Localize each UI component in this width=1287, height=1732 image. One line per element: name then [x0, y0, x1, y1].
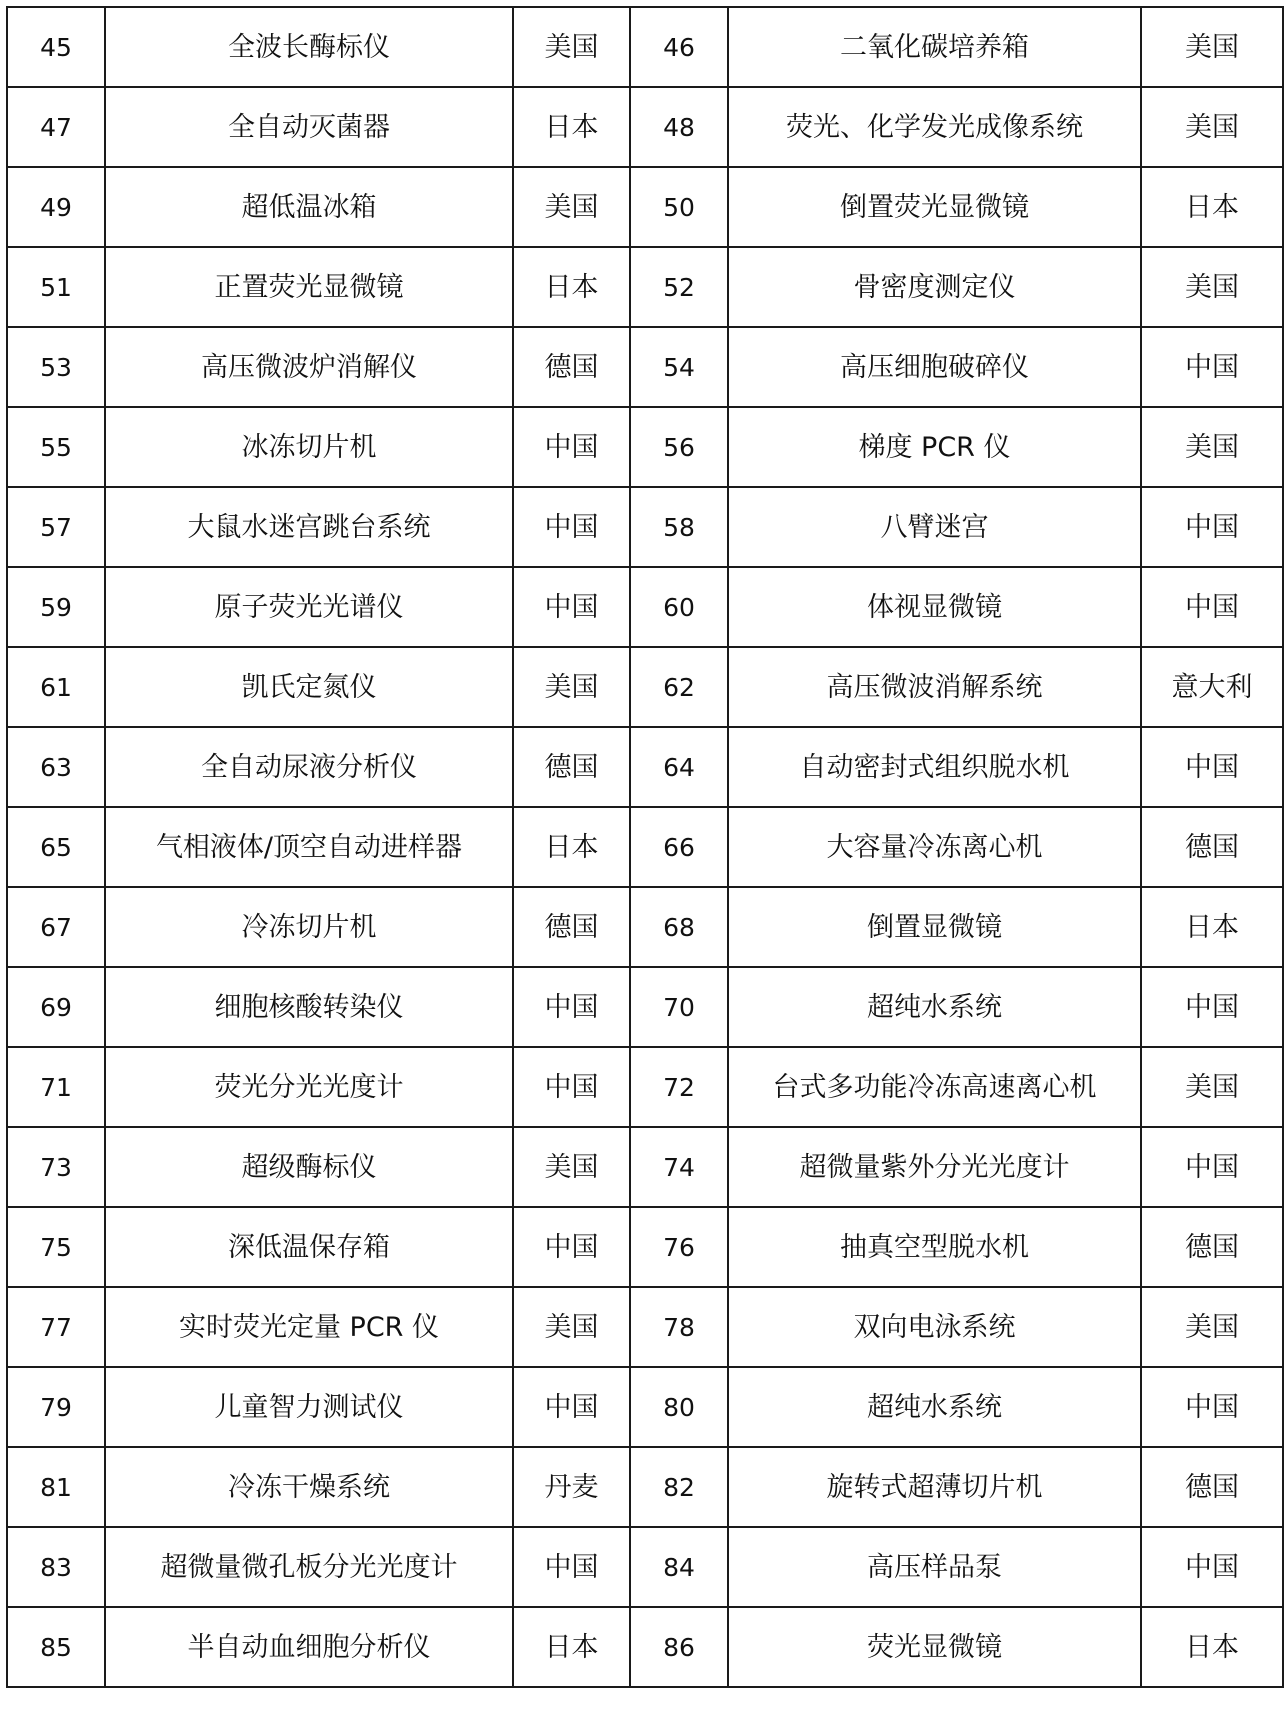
equipment-name-right: 荧光显微镜	[728, 1607, 1141, 1687]
equipment-name-left: 细胞核酸转染仪	[105, 967, 513, 1047]
item-number-right: 84	[630, 1527, 728, 1607]
item-number-left: 61	[7, 647, 105, 727]
equipment-name-right: 倒置显微镜	[728, 887, 1141, 967]
origin-country-left: 中国	[513, 1527, 630, 1607]
origin-country-right: 中国	[1141, 727, 1283, 807]
item-number-left: 79	[7, 1367, 105, 1447]
item-number-left: 49	[7, 167, 105, 247]
origin-country-right: 德国	[1141, 1447, 1283, 1527]
equipment-name-left: 正置荧光显微镜	[105, 247, 513, 327]
equipment-name-right: 旋转式超薄切片机	[728, 1447, 1141, 1527]
origin-country-left: 美国	[513, 647, 630, 727]
item-number-left: 51	[7, 247, 105, 327]
origin-country-right: 日本	[1141, 887, 1283, 967]
item-number-right: 64	[630, 727, 728, 807]
item-number-right: 80	[630, 1367, 728, 1447]
equipment-name-left: 冷冻切片机	[105, 887, 513, 967]
item-number-left: 85	[7, 1607, 105, 1687]
origin-country-right: 中国	[1141, 567, 1283, 647]
item-number-right: 48	[630, 87, 728, 167]
table-row	[7, 1527, 1283, 1607]
table-row	[7, 727, 1283, 807]
item-number-left: 67	[7, 887, 105, 967]
item-number-right: 52	[630, 247, 728, 327]
equipment-name-left: 半自动血细胞分析仪	[105, 1607, 513, 1687]
item-number-left: 83	[7, 1527, 105, 1607]
item-number-left: 65	[7, 807, 105, 887]
table-row	[7, 7, 1283, 87]
equipment-name-left: 全自动灭菌器	[105, 87, 513, 167]
item-number-right: 54	[630, 327, 728, 407]
origin-country-right: 美国	[1141, 87, 1283, 167]
equipment-name-left: 气相液体/顶空自动进样器	[105, 807, 513, 887]
item-number-right: 68	[630, 887, 728, 967]
item-number-left: 55	[7, 407, 105, 487]
origin-country-left: 美国	[513, 7, 630, 87]
equipment-name-left: 全自动尿液分析仪	[105, 727, 513, 807]
origin-country-right: 中国	[1141, 1127, 1283, 1207]
table-row	[7, 407, 1283, 487]
item-number-right: 66	[630, 807, 728, 887]
table-row	[7, 167, 1283, 247]
item-number-right: 72	[630, 1047, 728, 1127]
equipment-name-right: 自动密封式组织脱水机	[728, 727, 1141, 807]
origin-country-left: 日本	[513, 807, 630, 887]
equipment-name-right: 八臂迷宫	[728, 487, 1141, 567]
origin-country-right: 中国	[1141, 1527, 1283, 1607]
origin-country-right: 美国	[1141, 1287, 1283, 1367]
equipment-name-right: 高压样品泵	[728, 1527, 1141, 1607]
table-row	[7, 567, 1283, 647]
equipment-name-left: 超低温冰箱	[105, 167, 513, 247]
item-number-right: 82	[630, 1447, 728, 1527]
equipment-name-right: 超纯水系统	[728, 1367, 1141, 1447]
equipment-name-right: 高压微波消解系统	[728, 647, 1141, 727]
table-row	[7, 1207, 1283, 1287]
item-number-left: 71	[7, 1047, 105, 1127]
origin-country-right: 美国	[1141, 7, 1283, 87]
origin-country-left: 德国	[513, 727, 630, 807]
equipment-name-left: 超级酶标仪	[105, 1127, 513, 1207]
equipment-table	[6, 6, 1284, 1688]
item-number-right: 62	[630, 647, 728, 727]
item-number-right: 46	[630, 7, 728, 87]
origin-country-left: 中国	[513, 1047, 630, 1127]
item-number-left: 59	[7, 567, 105, 647]
origin-country-left: 日本	[513, 1607, 630, 1687]
item-number-left: 81	[7, 1447, 105, 1527]
table-row	[7, 887, 1283, 967]
item-number-right: 58	[630, 487, 728, 567]
table-row	[7, 87, 1283, 167]
origin-country-left: 日本	[513, 87, 630, 167]
origin-country-right: 中国	[1141, 1367, 1283, 1447]
item-number-right: 78	[630, 1287, 728, 1367]
origin-country-right: 美国	[1141, 247, 1283, 327]
equipment-name-left: 高压微波炉消解仪	[105, 327, 513, 407]
origin-country-left: 美国	[513, 167, 630, 247]
table-row	[7, 1287, 1283, 1367]
equipment-name-right: 高压细胞破碎仪	[728, 327, 1141, 407]
origin-country-right: 意大利	[1141, 647, 1283, 727]
item-number-left: 53	[7, 327, 105, 407]
item-number-right: 60	[630, 567, 728, 647]
origin-country-right: 中国	[1141, 967, 1283, 1047]
equipment-name-left: 大鼠水迷宫跳台系统	[105, 487, 513, 567]
origin-country-left: 中国	[513, 1367, 630, 1447]
item-number-right: 70	[630, 967, 728, 1047]
origin-country-left: 丹麦	[513, 1447, 630, 1527]
equipment-name-right: 体视显微镜	[728, 567, 1141, 647]
origin-country-left: 美国	[513, 1287, 630, 1367]
table-row	[7, 1447, 1283, 1527]
equipment-name-left: 深低温保存箱	[105, 1207, 513, 1287]
item-number-left: 73	[7, 1127, 105, 1207]
origin-country-right: 德国	[1141, 807, 1283, 887]
equipment-name-left: 冰冻切片机	[105, 407, 513, 487]
equipment-name-right: 荧光、化学发光成像系统	[728, 87, 1141, 167]
equipment-name-left: 原子荧光光谱仪	[105, 567, 513, 647]
origin-country-right: 日本	[1141, 1607, 1283, 1687]
origin-country-left: 中国	[513, 1207, 630, 1287]
origin-country-left: 中国	[513, 407, 630, 487]
equipment-name-right: 抽真空型脱水机	[728, 1207, 1141, 1287]
equipment-name-left: 儿童智力测试仪	[105, 1367, 513, 1447]
equipment-name-left: 实时荧光定量 PCR 仪	[105, 1287, 513, 1367]
equipment-name-right: 超纯水系统	[728, 967, 1141, 1047]
equipment-name-right: 骨密度测定仪	[728, 247, 1141, 327]
equipment-name-left: 全波长酶标仪	[105, 7, 513, 87]
equipment-name-right: 二氧化碳培养箱	[728, 7, 1141, 87]
origin-country-right: 德国	[1141, 1207, 1283, 1287]
equipment-name-right: 梯度 PCR 仪	[728, 407, 1141, 487]
origin-country-left: 德国	[513, 887, 630, 967]
origin-country-right: 中国	[1141, 487, 1283, 567]
table-body	[7, 7, 1283, 1687]
equipment-name-right: 大容量冷冻离心机	[728, 807, 1141, 887]
origin-country-right: 中国	[1141, 327, 1283, 407]
equipment-name-left: 凯氏定氮仪	[105, 647, 513, 727]
equipment-name-left: 冷冻干燥系统	[105, 1447, 513, 1527]
table-row	[7, 647, 1283, 727]
origin-country-left: 美国	[513, 1127, 630, 1207]
equipment-name-right: 双向电泳系统	[728, 1287, 1141, 1367]
table-row	[7, 1607, 1283, 1687]
item-number-left: 77	[7, 1287, 105, 1367]
item-number-right: 50	[630, 167, 728, 247]
table-row	[7, 1127, 1283, 1207]
item-number-right: 74	[630, 1127, 728, 1207]
origin-country-right: 美国	[1141, 1047, 1283, 1127]
table-row	[7, 1047, 1283, 1127]
item-number-left: 45	[7, 7, 105, 87]
equipment-name-right: 倒置荧光显微镜	[728, 167, 1141, 247]
equipment-name-left: 超微量微孔板分光光度计	[105, 1527, 513, 1607]
equipment-name-right: 超微量紫外分光光度计	[728, 1127, 1141, 1207]
origin-country-left: 中国	[513, 567, 630, 647]
origin-country-right: 美国	[1141, 407, 1283, 487]
item-number-right: 76	[630, 1207, 728, 1287]
item-number-right: 86	[630, 1607, 728, 1687]
origin-country-left: 日本	[513, 247, 630, 327]
item-number-left: 47	[7, 87, 105, 167]
table-row	[7, 967, 1283, 1047]
table-row	[7, 807, 1283, 887]
item-number-left: 75	[7, 1207, 105, 1287]
item-number-left: 57	[7, 487, 105, 567]
item-number-right: 56	[630, 407, 728, 487]
table-row	[7, 487, 1283, 567]
equipment-name-left: 荧光分光光度计	[105, 1047, 513, 1127]
origin-country-left: 中国	[513, 487, 630, 567]
item-number-left: 63	[7, 727, 105, 807]
origin-country-left: 德国	[513, 327, 630, 407]
origin-country-left: 中国	[513, 967, 630, 1047]
origin-country-right: 日本	[1141, 167, 1283, 247]
table-row	[7, 327, 1283, 407]
item-number-left: 69	[7, 967, 105, 1047]
table-row	[7, 1367, 1283, 1447]
equipment-name-right: 台式多功能冷冻高速离心机	[728, 1047, 1141, 1127]
table-row	[7, 247, 1283, 327]
